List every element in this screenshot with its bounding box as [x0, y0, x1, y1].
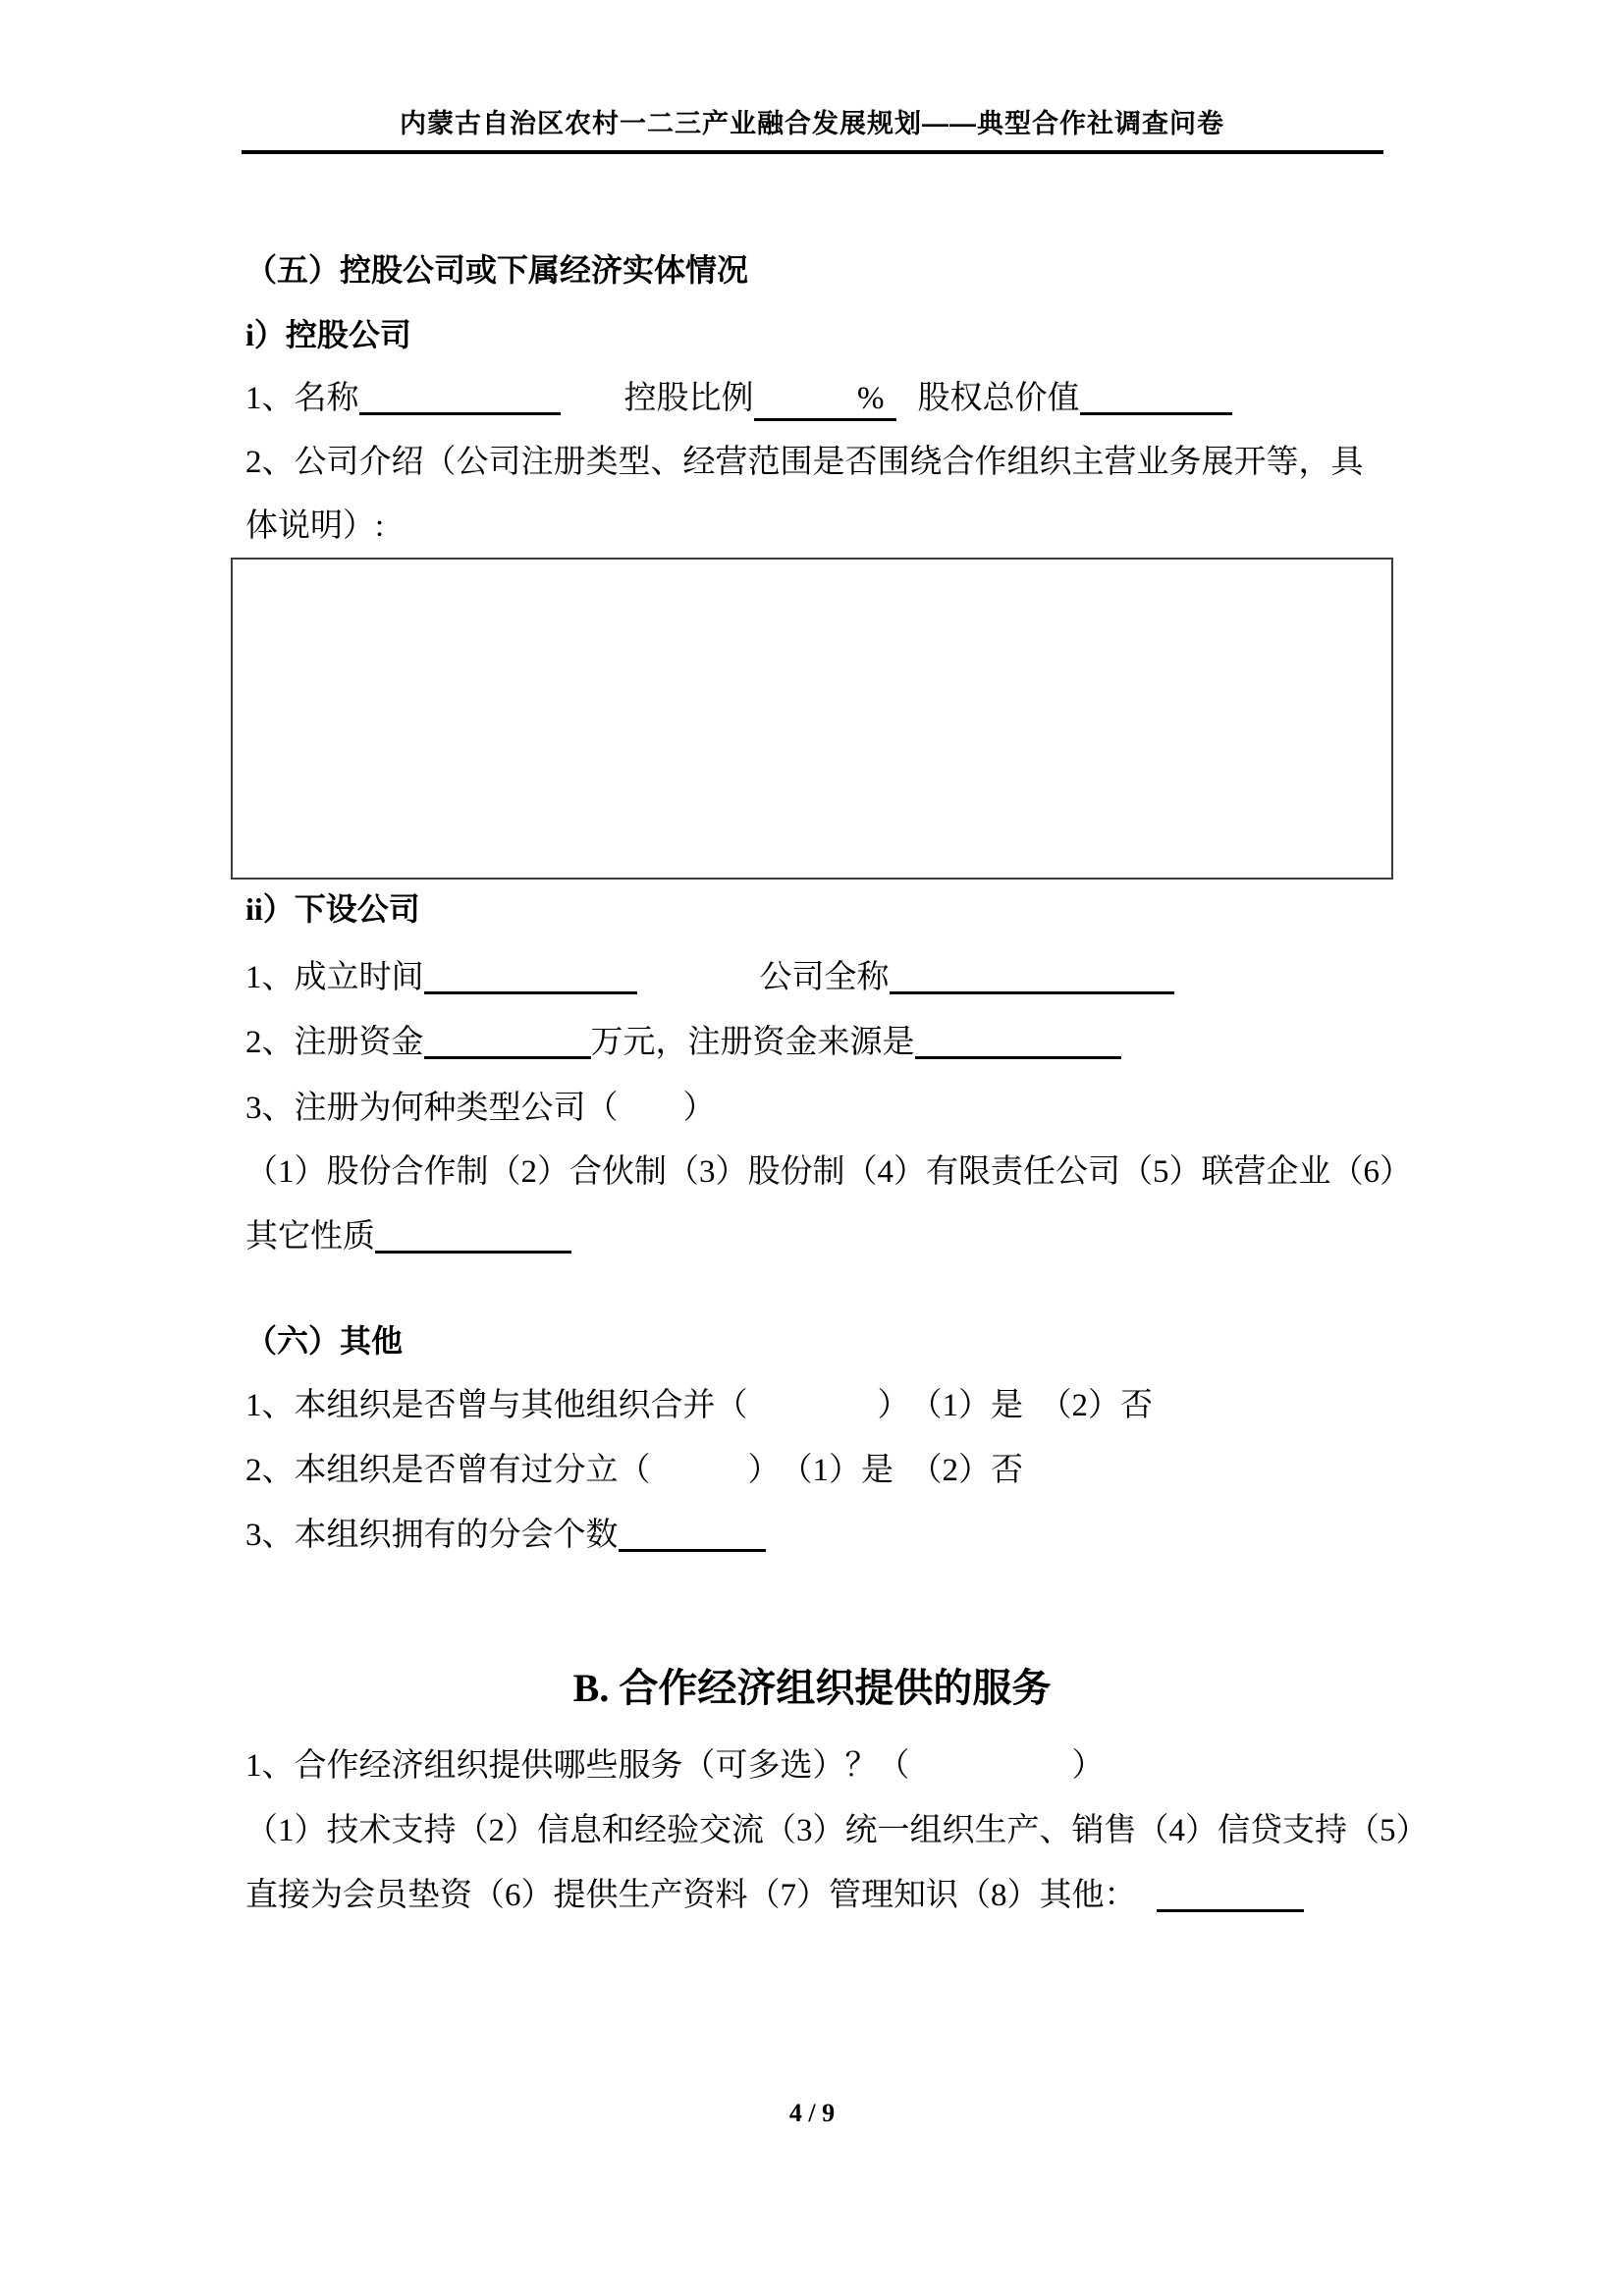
q3-branches-blank [619, 1529, 766, 1552]
section5-ii-q3-other-line [245, 1214, 1394, 1259]
section5-title: （五）控股公司或下属经济实体情况 [245, 252, 749, 288]
doc-header-title: 内蒙古自治区农村一二三产业融合发展规划——典型合作社调查问卷 [400, 109, 1224, 138]
ii-q3-other-blank [375, 1231, 571, 1254]
section6-title: （六）其他 [245, 1323, 404, 1359]
q1-ratio-blank [754, 379, 896, 421]
section5-subsection-i-title: i）控股公司 [245, 317, 411, 352]
sectionB-q1-options-line1: （1）技术支持（2）信息和经验交流（3）统一组织生产、销售（4）信贷支持（5） [245, 1813, 1429, 1848]
ii-q2-source-blank [915, 1037, 1121, 1059]
ii-q3-other-label: 其它性质 [245, 1219, 375, 1255]
q3-branches-label: 3、本组织拥有的分会个数 [245, 1518, 619, 1553]
q1-value-blank [1080, 393, 1232, 415]
section5-q2-line1: 2、公司介绍（公司注册类型、经营范围是否围绕合作组织主营业务展开等，具 [245, 445, 1364, 480]
other-service-blank [1157, 1890, 1304, 1912]
q1-ratio-label: 控股比例 [623, 381, 754, 416]
section5-ii-q3-options: （1）股份合作制（2）合伙制（3）股份制（4）有限责任公司（5）联营企业（6） [245, 1154, 1412, 1190]
section5-ii-q3-line: 3、注册为何种类型公司（ ） [245, 1091, 716, 1126]
ii-q1-date-blank [424, 972, 637, 994]
ii-q2-capital-label: 2、注册资金 [245, 1025, 424, 1060]
page-number: 4 / 9 [788, 2099, 836, 2127]
percent-sign: % [857, 381, 885, 416]
q1-options-line2-text: 直接为会员垫资（6）提供生产资料（7）管理知识（8）其他： [245, 1878, 1137, 1913]
ii-q1-date-label: 1、成立时间 [245, 960, 424, 995]
section6-q3-line [245, 1513, 1394, 1558]
sectionB-q1-options-line2 [245, 1873, 1394, 1918]
section6-q2-line: 2、本组织是否曾有过分立（ ） （1）是 （2）否 [245, 1453, 1023, 1488]
section5-q2-line2: 体说明）: [245, 508, 385, 544]
section5-ii-q2-line [245, 1020, 1394, 1065]
sectionB-title: B. 合作经济组织提供的服务 [572, 1666, 1052, 1710]
q1-value-label: 股权总价值 [917, 381, 1080, 416]
ii-q2-source-label: 万元，注册资金来源是 [590, 1025, 915, 1060]
header-divider [242, 150, 1383, 154]
q1-name-label: 1、名称 [245, 381, 359, 416]
section6-q1-line: 1、本组织是否曾与其他组织合并（ ） （1）是 （2）否 [245, 1388, 1153, 1423]
section5-ii-q1-line [245, 955, 1394, 1000]
ii-q1-fullname-blank [890, 972, 1174, 994]
ii-q1-fullname-label: 公司全称 [759, 960, 890, 995]
section5-q1-line [245, 376, 1394, 421]
ii-q2-capital-blank [424, 1037, 591, 1059]
sectionB-q1-line: 1、合作经济组织提供哪些服务（可多选）？（ ） [245, 1748, 1105, 1784]
section5-subsection-ii-title: ii）下设公司 [245, 891, 420, 927]
company-description-box [231, 558, 1393, 880]
q1-name-blank [359, 393, 561, 415]
